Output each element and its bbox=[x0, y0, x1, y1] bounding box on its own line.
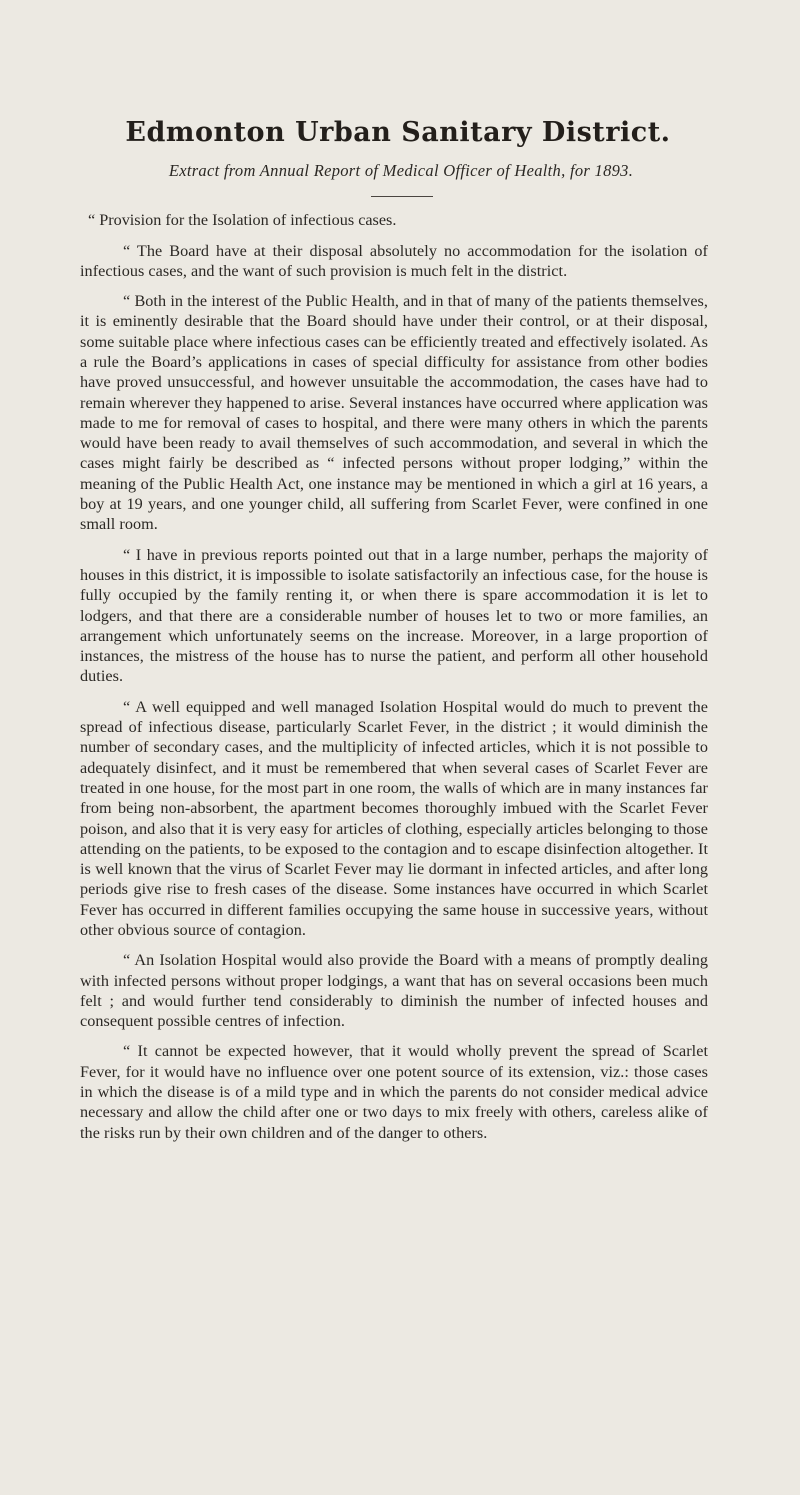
document-title: Edmonton Urban Sanitary District. bbox=[125, 117, 671, 148]
paragraph-1: “ The Board have at their disposal absolutely no accommodation for the isolation of infectious cases, and the want of such provision is much felt in the district. bbox=[80, 241, 708, 280]
document-subtitle: Extract from Annual Report of Medical Officer of Health, for 1893. bbox=[168, 161, 634, 180]
section-heading: “ Provision for the Isolation of infectious cases. bbox=[88, 211, 397, 229]
title-divider bbox=[371, 196, 433, 197]
paragraph-3: “ I have in previous reports pointed out that in a large number, perhaps the majority of houses in this district, it is impossible to isolate satisfactorily an infectious case, for the house is fully occupied by the family renting it, or when there is spare accommodation it is let to lodgers, and that there are a considerable number of houses let to two or more families, an arrangement which unfortunately seems on the increase. Moreover, in a large proportion of instances, the mistress of the house has to nurse the patient, and perform all other household duties. bbox=[80, 545, 708, 686]
document-content bbox=[80, 117, 708, 1143]
paragraph-4: “ A well equipped and well managed Isolation Hospital would do much to prevent the spread of infectious disease, particularly Scarlet Fever, in the district ; it would diminish the number of secondary cases, and the multiplicity of infected articles, which it is not possible to adequately disinfect, and it must be remembered that when several cases of Scarlet Fever are treated in one house, for the most part in one room, the walls of which are in many instances far from being non-absorbent, the apartment becomes thoroughly imbued with the Scarlet Fever poison, and also that it is very easy for articles of clothing, especially articles belonging to those attending on the patients, to be exposed to the contagion and to escape disinfection altogether. It is well known that the virus of Scarlet Fever may lie dormant in infected articles, and after long periods give rise to fresh cases of the disease. Some instances have occurred in which Scarlet Fever has occurred in different families occupying the same house in successive years, without other obvious source of contagion. bbox=[80, 697, 708, 939]
paragraph-5: “ An Isolation Hospital would also provide the Board with a means of promptly dealing with infected persons without proper lodgings, a want that has on several occasions been much felt ; and would further tend considerably to diminish the number of infected houses and consequent possible centres of infection. bbox=[80, 951, 708, 1031]
paragraph-6: “ It cannot be expected however, that it would wholly prevent the spread of Scarlet Fever, for it would have no influence over one potent source of its extension, viz.: those cases in which the disease is of a mild type and in which the parents do not consider medical advice necessary and allow the child after one or two days to mix freely with others, careless alike of the risks run by their own children and of the danger to others. bbox=[80, 1042, 708, 1142]
paragraph-2: “ Both in the interest of the Public Health, and in that of many of the patients themselves, it is eminently desirable that the Board should have under their control, or at their disposal, some suitable place where infectious cases can be efficiently treated and effectively isolated. As a rule the Board’s applications in cases of special difficulty for assistance from other bodies have proved unsuccessful, and however unsuitable the accommodation, the cases have had to remain wherever they happened to arise. Several instances have occurred where application was made to me for removal of cases to hospital, and there were many others in which the parents would have been ready to avail themselves of such accommodation, and several in which the cases might fairly be described as “ infected persons without proper lodging,” within the meaning of the Public Health Act, one instance may be mentioned in which a girl at 16 years, a boy at 19 years, and one younger child, all suffering from Scarlet Fever, were confined in one small room. bbox=[80, 292, 708, 534]
